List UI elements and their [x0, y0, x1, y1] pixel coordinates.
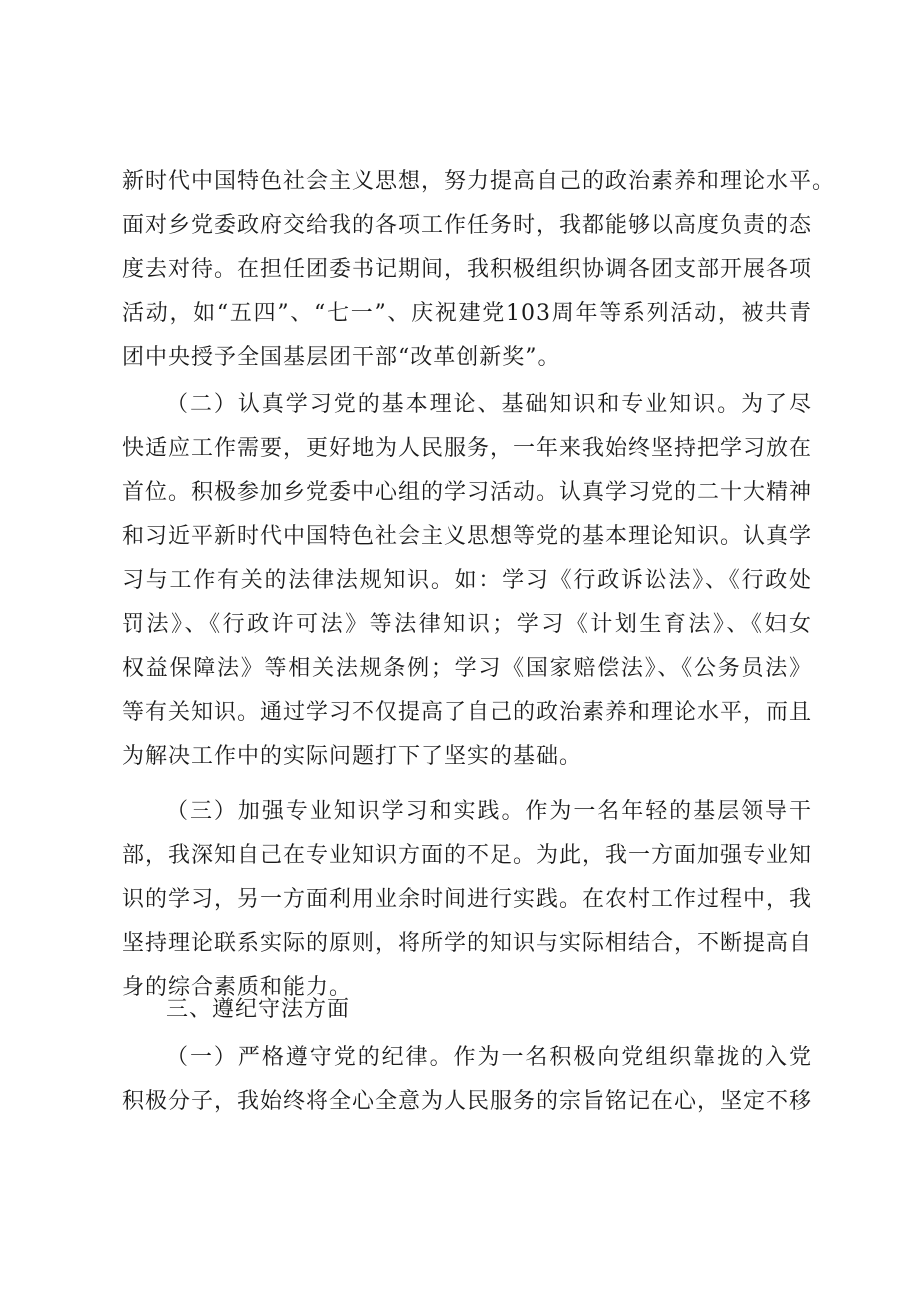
paragraph-line: 活动，如“五四”、“七一”、庆祝建党103周年等系列活动，被共青	[122, 301, 812, 326]
paragraph-political-study	[122, 160, 836, 380]
paragraph-party-discipline	[122, 1036, 812, 1124]
paragraph-line: 首位。积极参加乡党委中心组的学习活动。认真学习党的二十大精神	[122, 480, 813, 505]
paragraph-line: 识的学习，另一方面利用业余时间进行实践。在农村工作过程中，我	[122, 887, 813, 912]
paragraph-line: 部，我深知自己在专业知识方面的不足。为此，我一方面加强专业知	[122, 843, 813, 868]
section-heading: 三、遵纪守法方面	[166, 997, 351, 1022]
paragraph-line: 团中央授予全国基层团干部“改革创新奖”。	[122, 345, 561, 370]
paragraph-line: 权益保障法》等相关法规条例；学习《国家赔偿法》、《公务员法》	[122, 656, 812, 681]
paragraph-line: 坚持理论联系实际的原则，将所学的知识与实际相结合，不断提高自	[122, 931, 813, 956]
paragraph-line: （二）认真学习党的基本理论、基础知识和专业知识。为了尽	[166, 392, 812, 417]
paragraph-line: 习与工作有关的法律法规知识。如：学习《行政诉讼法》、《行政处	[122, 568, 812, 593]
paragraph-line: 积极分子，我始终将全心全意为人民服务的宗旨铭记在心，坚定不移	[122, 1089, 813, 1114]
paragraph-line: （三）加强专业知识学习和实践。作为一名年轻的基层领导干	[166, 799, 812, 824]
paragraph-professional-practice	[122, 790, 812, 1010]
paragraph-line: 和习近平新时代中国特色社会主义思想等党的基本理论知识。认真学	[122, 524, 813, 549]
paragraph-line: 罚法》、《行政许可法》等法律知识；学习《计划生育法》、《妇女	[122, 612, 812, 637]
paragraph-line: 为解决工作中的实际问题打下了坚实的基础。	[122, 744, 583, 769]
paragraph-theory-study	[122, 383, 812, 779]
paragraph-line: 面对乡党委政府交给我的各项工作任务时，我都能够以高度负责的态	[122, 213, 813, 238]
paragraph-line: 度去对待。在担任团委书记期间，我积极组织协调各团支部开展各项	[122, 257, 813, 282]
paragraph-line: 等有关知识。通过学习不仅提高了自己的政治素养和理论水平，而且	[122, 700, 813, 725]
paragraph-line: 新时代中国特色社会主义思想，努力提高自己的政治素养和理论水平。	[122, 169, 836, 194]
paragraph-line: 快适应工作需要，更好地为人民服务，一年来我始终坚持把学习放在	[122, 436, 813, 461]
paragraph-line: （一）严格遵守党的纪律。作为一名积极向党组织靠拢的入党	[166, 1045, 812, 1070]
paragraph-line: 身的综合素质和能力。	[122, 975, 353, 1000]
